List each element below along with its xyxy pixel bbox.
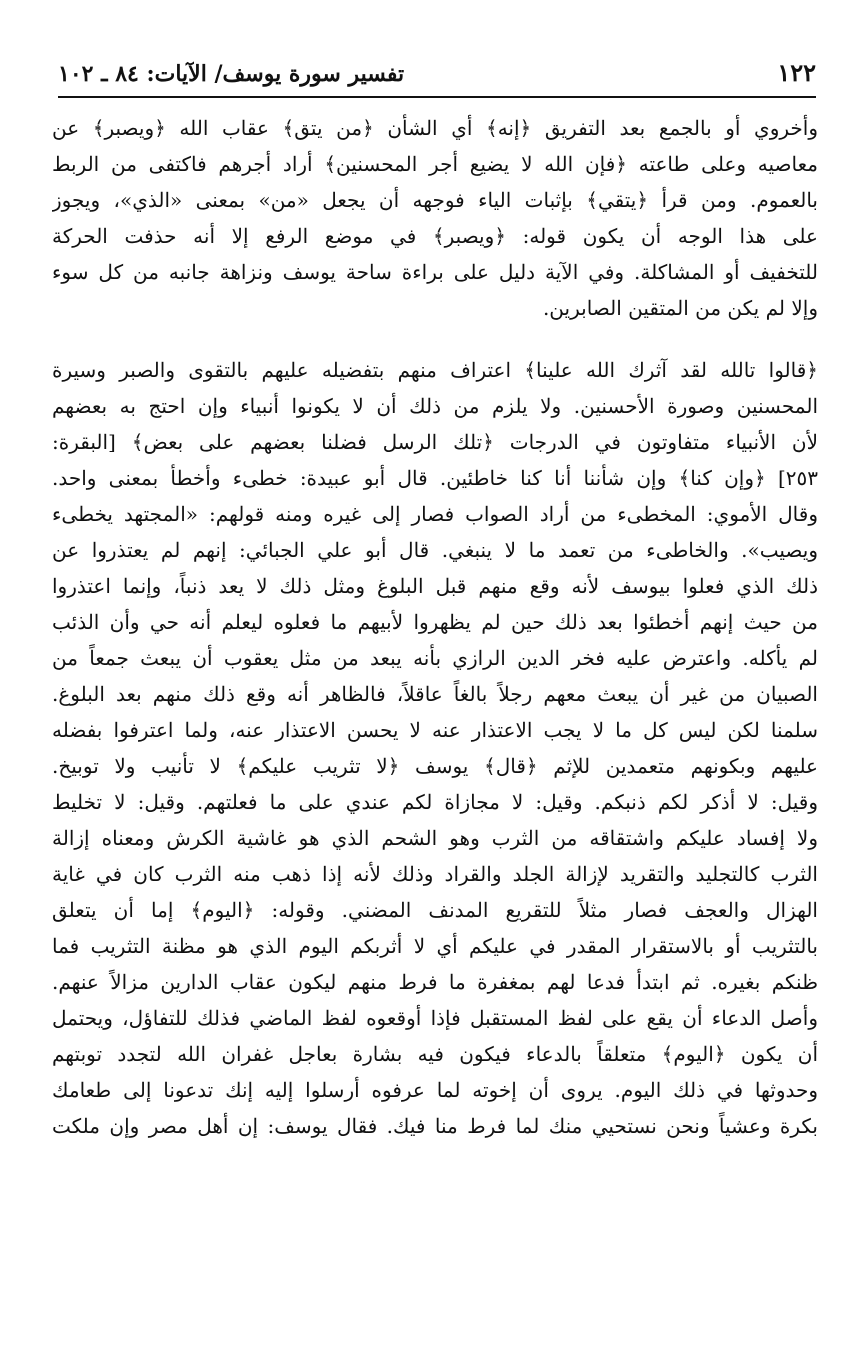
text-line: معاصيه وعلى طاعته ﴿فإن الله لا يضيع أجر المحسنين﴾ أراد أجرهم فاكتفى من الربط [52,152,818,176]
text-line: عليهم وبكونهم متعمدين للإثم ﴿قال﴾ يوسف ﴿لا تثريب عليكم﴾ لا تأنيب ولا توبيخ. [52,754,818,778]
text-line: بكرة وعشياً ونحن نستحيي منك لما فرط منا فيك. فقال يوسف: إن أهل مصر وإن ملكت [52,1114,818,1138]
text-line: من حيث إنهم أخطئوا بعد ذلك حين لم يظهروا لأبيهم ما فعلوه ليعلم أنه حي وأن الذئب [52,610,818,634]
text-line: ويصيب». والخاطىء من تعمد ما لا ينبغي. قال أبو علي الجبائي: إنهم لم يعتذروا عن [52,538,818,562]
text-line: المحسنين وصورة الأحسنين. ولا يلزم من ذلك أن لا يكونوا أنبياء وإن احتج به بعضهم [52,394,818,418]
text-line: لأن الأنبياء متفاوتون في الدرجات ﴿تلك الرسل فضلنا بعضهم على بعض﴾ [البقرة: [52,430,818,454]
text-line: سلمنا لكن ليس كل ما لا يجب الاعتذار عنه لا يحسن الاعتذار عنه، ولما اعترفوا بفضله [52,718,818,742]
paragraph-1 [52,110,818,326]
text-line: لم يأكله. واعترض عليه فخر الدين الرازي بأنه يبعد من مثل يعقوب أن يبعث جمعاً من [52,646,818,670]
header-rule [58,96,816,98]
page-header [58,58,816,98]
text-line: الثرب كالتجليد والتقريد لإزالة الجلد والقراد وذلك لأنه إذا ذهب منه الثرب كان في غاية [52,862,818,886]
running-title: تفسير سورة يوسف/ الآيات: ٨٤ ـ ١٠٢ [58,61,405,87]
text-line: بالتثريب أو بالاستقرار المقدر في عليكم أي لا أثربكم اليوم الذي هو مظنة التثريب فما [52,934,818,958]
text-line: وأصل الدعاء أن يقع على لفظ المستقبل فإذا أوقعوه لفظ الماضي فذلك للتفاؤل، ويحتمل [52,1006,818,1030]
text-line: أن يكون ﴿اليوم﴾ متعلقاً بالدعاء فيكون فيه بشارة بعاجل غفران الله لتجدد توبتهم [52,1042,818,1066]
paragraph-gap [52,326,818,352]
page-number: ١٢٢ [777,58,816,87]
text-line: وقيل: لا أذكر لكم ذنبكم. وقيل: لا مجازاة لكم عندي على ما فعلتهم. وقيل: لا تخليط [52,790,818,814]
text-line: وأخروي أو بالجمع بعد التفريق ﴿إنه﴾ أي الشأن ﴿من يتق﴾ عقاب الله ﴿ويصبر﴾ عن [52,116,818,140]
text-line: ﴿قالوا تالله لقد آثرك الله علينا﴾ اعتراف منهم بتفضيله عليهم بالتقوى والصبر وسيرة [52,358,818,382]
text-line: ولا إفساد عليكم واشتقاقه من الثرب وهو الشحم الذي هو غاشية الكرش ومعناه إزالة [52,826,818,850]
text-line: ظنكم بغيره. ثم ابتدأ فدعا لهم بمغفرة ما فرط منهم ليكون عقاب الدارين مزالاً عنهم. [52,970,818,994]
text-line: وإلا لم يكن من المتقين الصابرين. [542,296,818,320]
text-line: الصبيان من غير أن يبعث معهم رجلاً بالغاً عاقلاً، فالظاهر أنه وقع ذلك منهم بعد البلوغ. [52,682,818,706]
text-line: وحدوثها في ذلك اليوم. يروى أن إخوته لما عرفوه أرسلوا إليه إنك تدعونا إلى طعامك [52,1078,818,1102]
text-line: ٢٥٣] ﴿وإن كنا﴾ وإن شأننا أنا كنا خاطئين. قال أبو عبيدة: خطىء وأخطأ بمعنى واحد. [52,466,818,490]
text-line: وقال الأموي: المخطىء من أراد الصواب فصار إلى غيره ومنه قولهم: «المجتهد يخطىء [52,502,818,526]
paragraph-2 [52,352,818,1144]
text-line: للتخفيف أو المشاكلة. وفي الآية دليل على براءة ساحة يوسف ونزاهة جانبه من كل سوء [52,260,818,284]
text-line: ذلك الذي فعلوا بيوسف لأنه وقع منهم قبل البلوغ ومثل ذلك لا يعد ذنباً، وإنما اعتذروا [52,574,818,598]
text-line: الهزال والعجف فصار مثلاً للتقريع المدنف المضني. وقوله: ﴿اليوم﴾ إما أن يتعلق [52,898,818,922]
text-line: بالعموم. ومن قرأ ﴿يتقي﴾ بإثبات الياء فوجهه أن يجعل «من» بمعنى «الذي»، ويجوز [52,188,818,212]
page-body [52,110,818,1144]
text-line: على هذا الوجه أن يكون قوله: ﴿ويصبر﴾ في موضع الرفع إلا أنه حذفت الحركة [52,224,818,248]
